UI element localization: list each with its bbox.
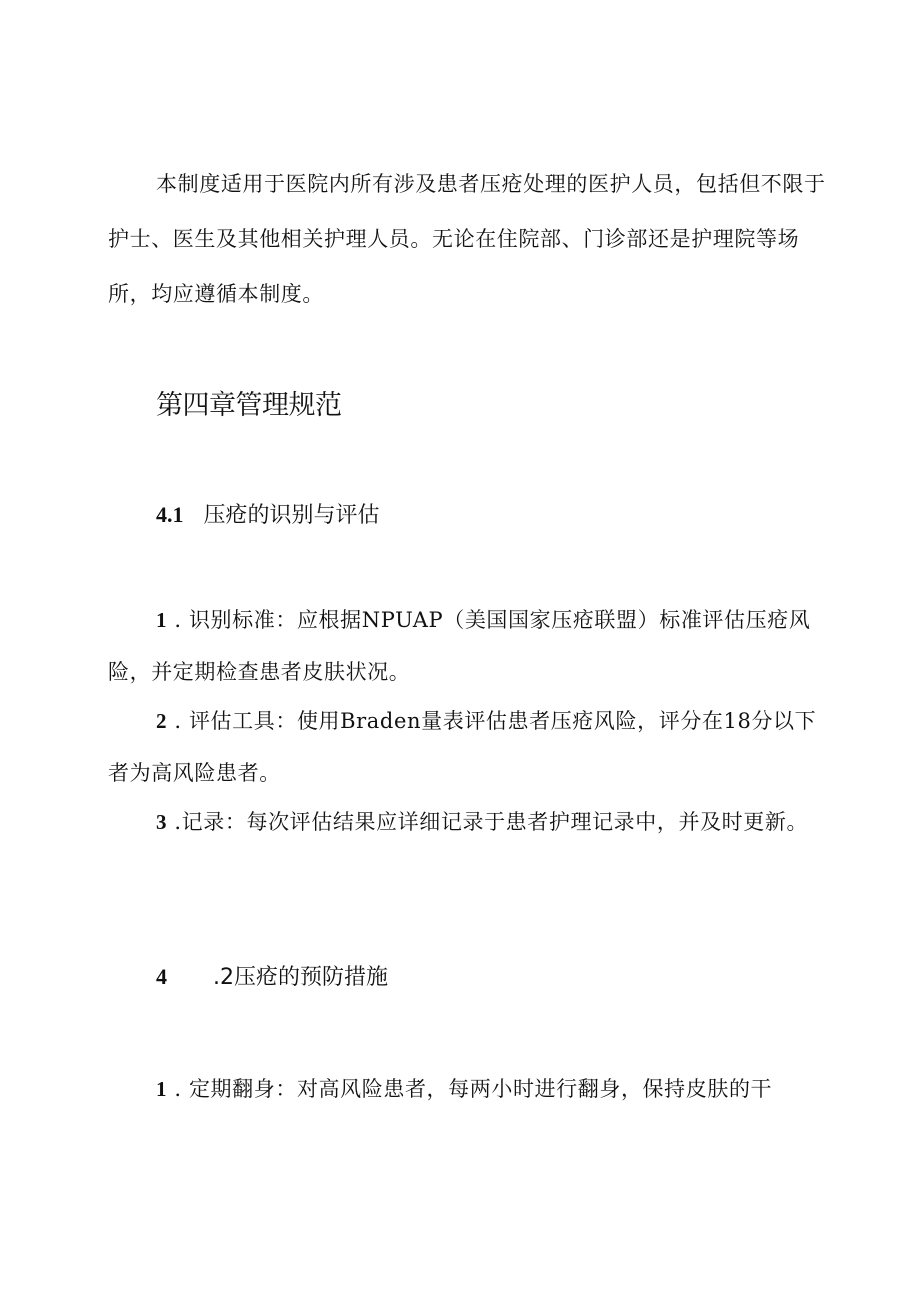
item-number: 1 xyxy=(156,1077,168,1101)
chapter-title: 第四章管理规范 xyxy=(156,390,342,421)
list-item xyxy=(108,695,828,799)
section-number: 4.1 xyxy=(156,502,184,527)
scope-paragraph: 本制度适用于医院内所有涉及患者压疮处理的医护人员，包括但不限于护士、医生及其他相关护理人员。无论在住院部、门诊部还是护理院等场所，均应遵循本制度。 xyxy=(108,172,826,306)
item-number: 3 xyxy=(156,810,168,834)
item-number: 1 xyxy=(156,608,168,632)
item-text: . 定期翻身：对高风险患者，每两小时进行翻身，保持皮肤的干 xyxy=(174,1077,773,1101)
list-item xyxy=(108,594,828,698)
list-item xyxy=(108,1063,828,1115)
item-text: . 识别标准：应根据NPUAP（美国国家压疮联盟）标准评估压疮风险，并定期检查患者皮肤状况。 xyxy=(108,608,811,684)
item-text: .记录：每次评估结果应详细记录于患者护理记录中，并及时更新。 xyxy=(174,810,809,834)
item-number: 2 xyxy=(156,709,168,733)
item-text: . 评估工具：使用Braden量表评估患者压疮风险，评分在18分以下者为高风险患者。 xyxy=(108,709,817,785)
section-number: 4 xyxy=(156,964,167,989)
section-heading-4-2 xyxy=(156,960,388,995)
section-title: .2压疮的预防措施 xyxy=(213,965,388,990)
list-item xyxy=(108,796,828,848)
section-heading-4-1 xyxy=(156,498,380,533)
section-title: 压疮的识别与评估 xyxy=(203,503,380,528)
